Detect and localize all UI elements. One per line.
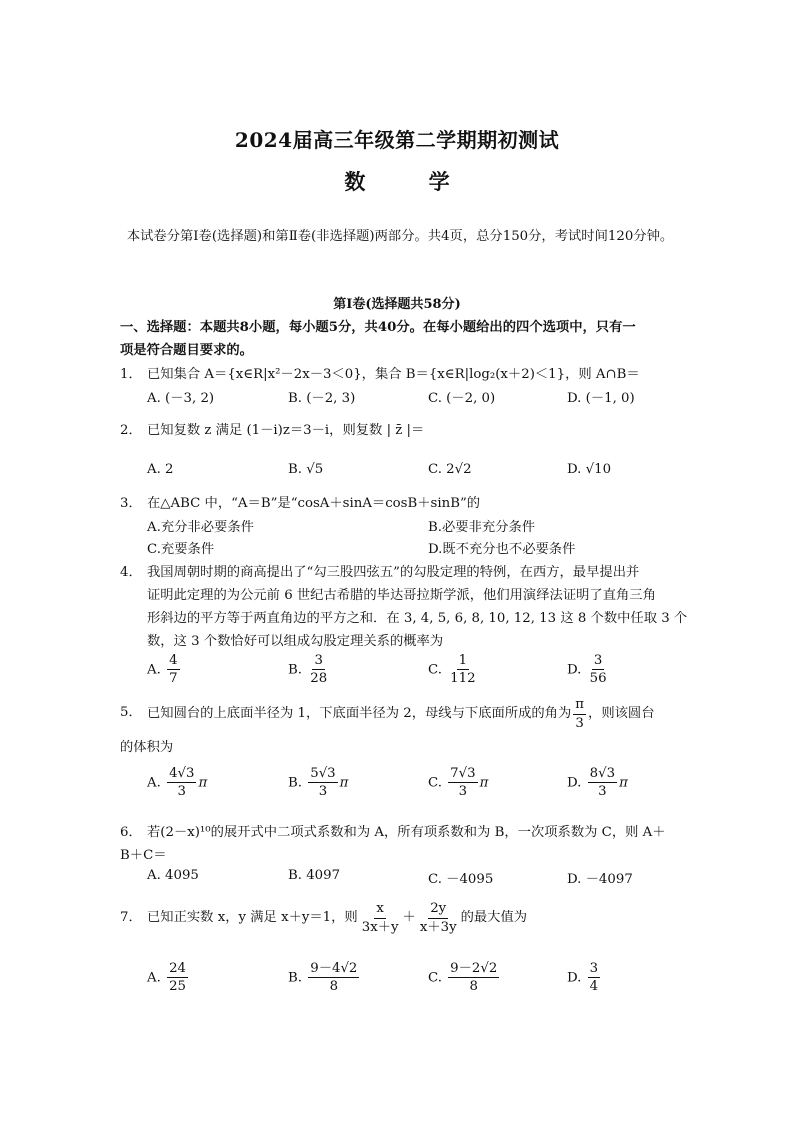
option-label: D.: [567, 970, 582, 986]
fraction-numerator: 4√3: [167, 767, 196, 783]
fraction-denominator: 8: [329, 979, 339, 995]
fraction-denominator: 3x＋y: [361, 919, 399, 935]
fraction-denominator: 3: [575, 715, 584, 731]
question-stem-line: 若(2－x)¹⁰的展开式中二项式系数和为 A，所有项系数和为 B，一次项系数为 C，则 A＋: [147, 825, 666, 840]
fraction-numerator: 2y: [428, 902, 448, 918]
option-fraction: [167, 654, 179, 686]
option-label: C.: [428, 662, 442, 678]
option-label: D.: [567, 775, 582, 791]
option-d: [567, 767, 628, 799]
option-a: [147, 962, 190, 994]
option-a: [147, 767, 207, 799]
fraction-denominator: 25: [169, 979, 186, 995]
option-fraction: [308, 654, 329, 686]
question-number: 7．: [120, 910, 142, 925]
option-c: C. 2√2: [428, 462, 472, 477]
option-fraction: [448, 654, 477, 686]
stem-text: 已知正实数 x，y 满足 x＋y＝1，则: [147, 910, 358, 925]
fraction-numerator: x: [374, 902, 386, 918]
fraction-denominator: 3: [598, 784, 607, 800]
option-d: D. －4097: [567, 872, 633, 887]
fraction-numerator: 5√3: [308, 767, 337, 783]
option-label: A.: [147, 662, 161, 678]
option-label: B.: [288, 775, 302, 791]
option-fraction: [448, 962, 499, 994]
option-fraction: [167, 767, 196, 799]
question-stem-line: 形斜边的平方等于两直角边的平方之和．在 3, 4, 5, 6, 8, 10, 12, 13 这 8 个数中任取 3 个: [147, 611, 688, 626]
option-fraction: [448, 767, 477, 799]
fraction-denominator: 3: [458, 784, 468, 800]
option-b: [288, 767, 348, 799]
option-b: B. (－2, 3): [288, 391, 356, 406]
option-a: A. (－3, 2): [147, 391, 215, 406]
fraction-denominator: 28: [310, 671, 328, 687]
option-tail: π: [619, 775, 628, 791]
fraction-denominator: 4: [589, 979, 599, 995]
plus-sign: ＋: [402, 910, 416, 925]
part-one-title: 第Ⅰ卷(选择题共58分): [333, 297, 461, 312]
option-tail: π: [198, 775, 208, 791]
exam-intro: 本试卷分第Ⅰ卷(选择题)和第Ⅱ卷(非选择题)两部分。共4页，总分150分，考试时间120分钟。: [126, 229, 674, 244]
fraction-numerator: 7√3: [448, 767, 477, 783]
fraction-numerator: 9－4√2: [308, 962, 359, 978]
question-number: 1．: [120, 367, 142, 382]
option-d: D. √10: [567, 462, 612, 477]
question-stem: 已知复数 z 满足 (1－i)z＝3－i，则复数 | z̄ |＝: [147, 423, 425, 438]
question-stem: [147, 897, 527, 939]
stem-text: ，则该圆台: [588, 706, 655, 721]
question-stem: 已知集合 A＝{x∈R|x²－2x－3＜0}，集合 B＝{x∈R|log₂(x＋2)＜1}，则 A∩B＝: [147, 367, 640, 382]
option-c: [428, 767, 488, 799]
section-instruction-line1: 一、选择题：本题共8小题，每小题5分，共40分。在每小题给出的四个选项中，只有一: [120, 320, 636, 335]
fraction-denominator: 8: [469, 979, 478, 995]
question-number: 5．: [120, 705, 142, 720]
option-b: B.必要非充分条件: [428, 520, 536, 535]
stem-fraction: [573, 698, 586, 730]
option-tail: π: [479, 775, 489, 791]
stem-fraction: [418, 902, 459, 934]
option-label: A.: [147, 775, 161, 791]
fraction-denominator: 3: [177, 784, 187, 800]
exam-title: 2024届高三年级第二学期期初测试: [234, 128, 560, 152]
question-number: 6．: [120, 825, 142, 840]
option-fraction: [588, 767, 617, 799]
option-c: C.充要条件: [147, 542, 215, 557]
question-stem-line: 数，这 3 个数恰好可以组成勾股定理关系的概率为: [147, 634, 444, 649]
question-stem-line: B＋C＝: [120, 848, 167, 863]
option-a: A. 2: [147, 462, 174, 477]
option-label: D.: [567, 662, 582, 678]
question-number: 2．: [120, 423, 142, 438]
subject-title: 数 学: [344, 169, 478, 194]
question-stem-line: 证明此定理的为公元前 6 世纪古希腊的毕达哥拉斯学派，他们用演绎法证明了直角三角: [147, 588, 656, 603]
section-instruction-line2: 项是符合题目要求的。: [120, 343, 253, 358]
option-c: [428, 654, 480, 686]
option-a: A.充分非必要条件: [147, 520, 254, 535]
fraction-denominator: 3: [318, 784, 328, 800]
question-stem-line: 我国周朝时期的商高提出了“勾三股四弦五”的勾股定理的特例，在西方，最早提出并: [147, 565, 640, 580]
question-stem-line: 的体积为: [120, 740, 174, 755]
option-label: B.: [288, 970, 302, 986]
fraction-numerator: 3: [592, 654, 604, 670]
question-stem: 在△ABC 中，“A＝B”是“cosA＋sinA＝cosB＋sinB”的: [147, 496, 481, 511]
option-label: C.: [428, 775, 442, 791]
option-b: [288, 962, 361, 994]
fraction-numerator: 1: [457, 654, 469, 670]
option-fraction: [588, 654, 609, 686]
fraction-denominator: 7: [169, 671, 178, 687]
fraction-denominator: 112: [450, 671, 476, 687]
fraction-numerator: 3: [588, 962, 600, 978]
option-d: D. (－1, 0): [567, 391, 635, 406]
option-fraction: [308, 767, 337, 799]
option-tail: π: [339, 775, 349, 791]
option-d: [567, 962, 602, 994]
fraction-numerator: 4: [167, 654, 179, 670]
question-stem: [147, 694, 655, 734]
fraction-numerator: 8√3: [588, 767, 617, 783]
fraction-numerator: 3: [312, 654, 324, 670]
option-fraction: [308, 962, 359, 994]
stem-text: 已知圆台的上底面半径为 1，下底面半径为 2，母线与下底面所成的角为: [147, 706, 572, 721]
fraction-denominator: 56: [589, 671, 607, 687]
option-c: C. －4095: [428, 872, 494, 887]
stem-text: 的最大值为: [460, 910, 528, 925]
fraction-numerator: 9－2√2: [448, 962, 499, 978]
option-a: [147, 654, 182, 686]
option-d: [567, 654, 611, 686]
stem-fraction: [360, 902, 401, 934]
option-d: D.既不充分也不必要条件: [428, 542, 576, 557]
option-label: A.: [147, 970, 161, 986]
option-fraction: [167, 962, 188, 994]
option-label: B.: [288, 662, 302, 678]
option-b: [288, 654, 331, 686]
option-b: B. √5: [288, 462, 324, 477]
option-fraction: [588, 962, 600, 994]
fraction-numerator: 24: [167, 962, 188, 978]
option-c: [428, 962, 501, 994]
fraction-numerator: π: [573, 698, 586, 714]
fraction-denominator: x＋3y: [419, 919, 457, 935]
option-c: C. (－2, 0): [428, 391, 496, 406]
option-label: C.: [428, 970, 442, 986]
option-b: B. 4097: [288, 868, 341, 883]
question-number: 4．: [120, 565, 142, 580]
question-number: 3．: [120, 496, 142, 511]
option-a: A. 4095: [147, 868, 199, 883]
